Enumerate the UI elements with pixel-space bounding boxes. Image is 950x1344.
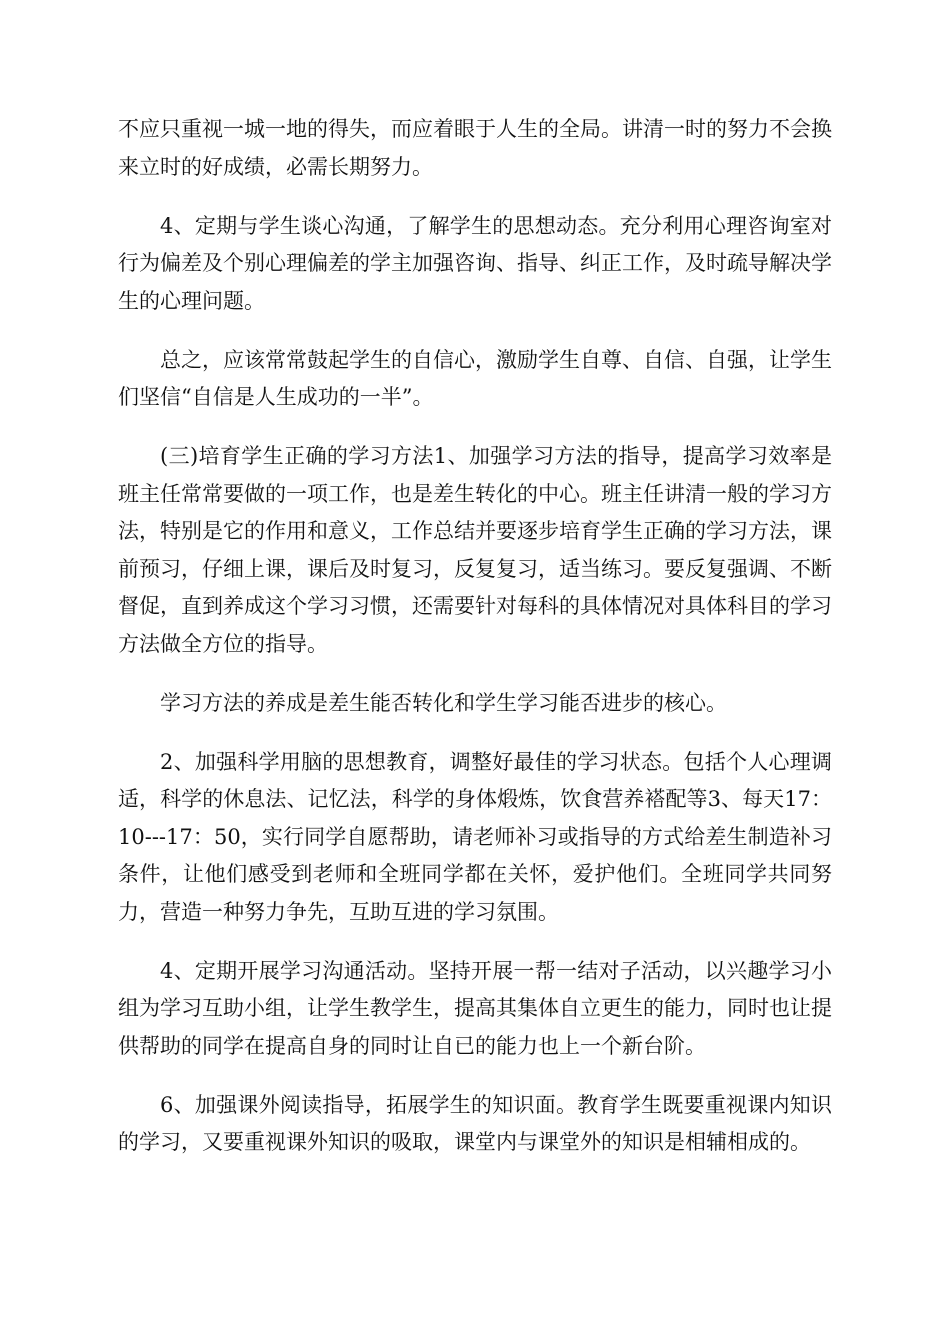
paragraph-8: 6、加强课外阅读指导，拓展学生的知识面。教育学生既要重视课内知识的学习，又要重视课外知识的吸取，课堂内与课堂外的知识是相辅相成的。 bbox=[118, 1092, 832, 1154]
paragraph-7: 4、定期开展学习沟通活动。坚持开展一帮一结对子活动，以兴趣学习小组为学习互助小组，让学生教学生，提高其集体自立更生的能力，同时也让提供帮助的同学在提高自身的同时让自已的能力也上一个新台阶。 bbox=[118, 958, 832, 1058]
paragraph-1: 不应只重视一城一地的得失，而应着眼于人生的全局。讲清一时的努力不会换来立时的好成绩，必需长期努力。 bbox=[118, 117, 832, 179]
paragraph-3: 总之，应该常常鼓起学生的自信心，激励学生自尊、自信、自强，让学生们坚信“自信是人生成功的一半”。 bbox=[118, 347, 832, 409]
paragraph-2: 4、定期与学生谈心沟通，了解学生的思想动态。充分利用心理咨询室对行为偏差及个别心理偏差的学主加强咨询、指导、纠正工作，及时疏导解决学生的心理问题。 bbox=[118, 213, 832, 313]
paragraph-5: 学习方法的养成是差生能否转化和学生学习能否进步的核心。 bbox=[160, 690, 727, 715]
paragraph-4: (三)培育学生正确的学习方法1、加强学习方法的指导，提高学习效率是班主任常常要做的一项工作，也是差生转化的中心。班主任讲清一般的学习方法，特别是它的作用和意义，工作总结并要逐步培育学生正确的学习方法，课前预习，仔细上课，课后及时复习，反复复习，适当练习。要反复强调、不断督促，直到养成这个学习习惯，还需要针对每科的具体情况对具体科目的学习方法做全方位的指导。 bbox=[118, 444, 832, 656]
document-page bbox=[118, 111, 832, 1183]
paragraph-6: 2、加强科学用脑的思想教育，调整好最佳的学习状态。包括个人心理调适，科学的休息法、记忆法，科学的身体煅炼，饮食营养褡配等3、每天17：10---17：50，实行同学自愿帮助，请老师补习或指导的方式给差生制造补习条件，让他们感受到老师和全班同学都在关怀，爱护他们。全班同学共同努力，营造一种努力争先，互助互进的学习氛围。 bbox=[118, 749, 832, 924]
